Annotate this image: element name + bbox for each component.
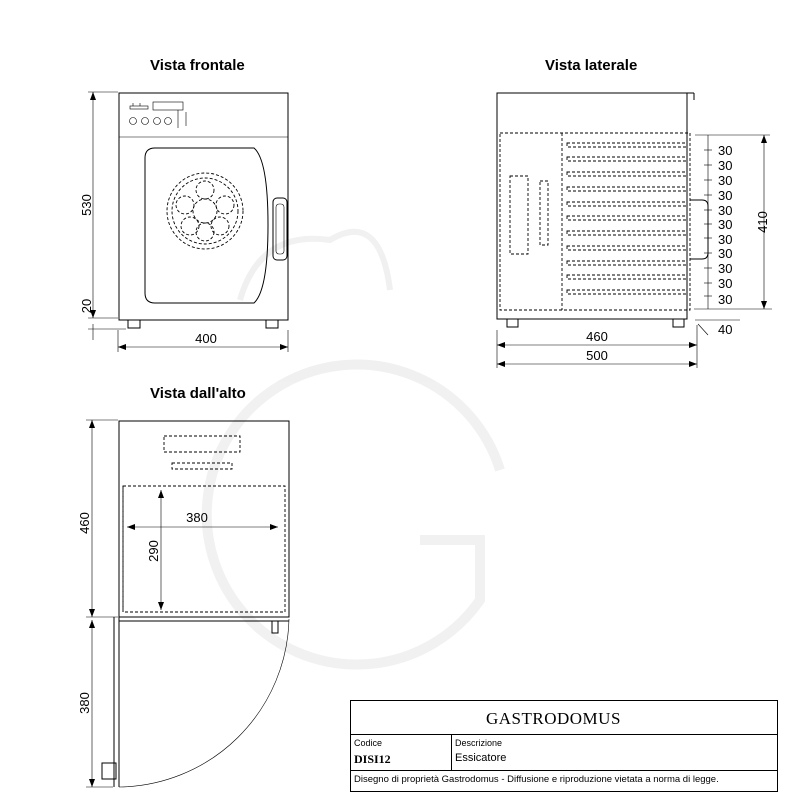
brand-name: GASTRODOMUS [486,709,621,728]
shelf-spacing-label: 30 [718,158,733,173]
ownership-note: Disegno di proprietà Gastrodomus - Diffusione e riproduzione vietata a norma di legge. [354,774,719,785]
front-view-title: Vista frontale [150,57,245,74]
brand-row [351,701,777,735]
watermark-logo [207,232,500,665]
side-foot-label: 40 [718,322,733,337]
front-height-label: 530 [79,194,94,216]
shelf-spacing-label: 30 [718,188,733,203]
info-row [351,735,777,771]
description-value: Essicatore [455,752,507,764]
code-cell [351,735,452,770]
shelf-spacing-label: 30 [718,203,733,218]
front-view [88,92,288,352]
shelf-spacing-label: 30 [718,217,733,232]
shelf-spacing-label: 30 [718,246,733,261]
side-depth-label: 500 [586,348,608,363]
shelf-spacing-label: 30 [718,143,733,158]
shelf-height-label: 410 [755,211,770,233]
top-inner-width-label: 380 [186,510,208,525]
top-inner-depth-label: 290 [146,540,161,562]
code-value: DISI12 [354,752,391,766]
description-label: Descrizione [455,738,503,748]
top-view [86,420,289,787]
shelf-spacing-label: 30 [718,173,733,188]
shelf-spacing-label: 30 [718,292,733,307]
title-block [350,700,778,792]
front-foot-label: 20 [79,298,94,314]
door-swing-label: 380 [77,692,92,714]
side-view-title: Vista laterale [545,57,638,74]
front-width-label: 400 [195,331,217,346]
top-depth-label: 460 [77,512,92,534]
shelf-spacing-label: 30 [718,276,733,291]
top-view-title: Vista dall'alto [150,385,246,402]
side-inner-depth-label: 460 [586,329,608,344]
shelf-spacing-label: 30 [718,232,733,247]
code-label: Codice [354,738,383,748]
shelf-group [567,143,687,294]
description-cell [452,735,772,770]
shelf-spacing-label: 30 [718,261,733,276]
